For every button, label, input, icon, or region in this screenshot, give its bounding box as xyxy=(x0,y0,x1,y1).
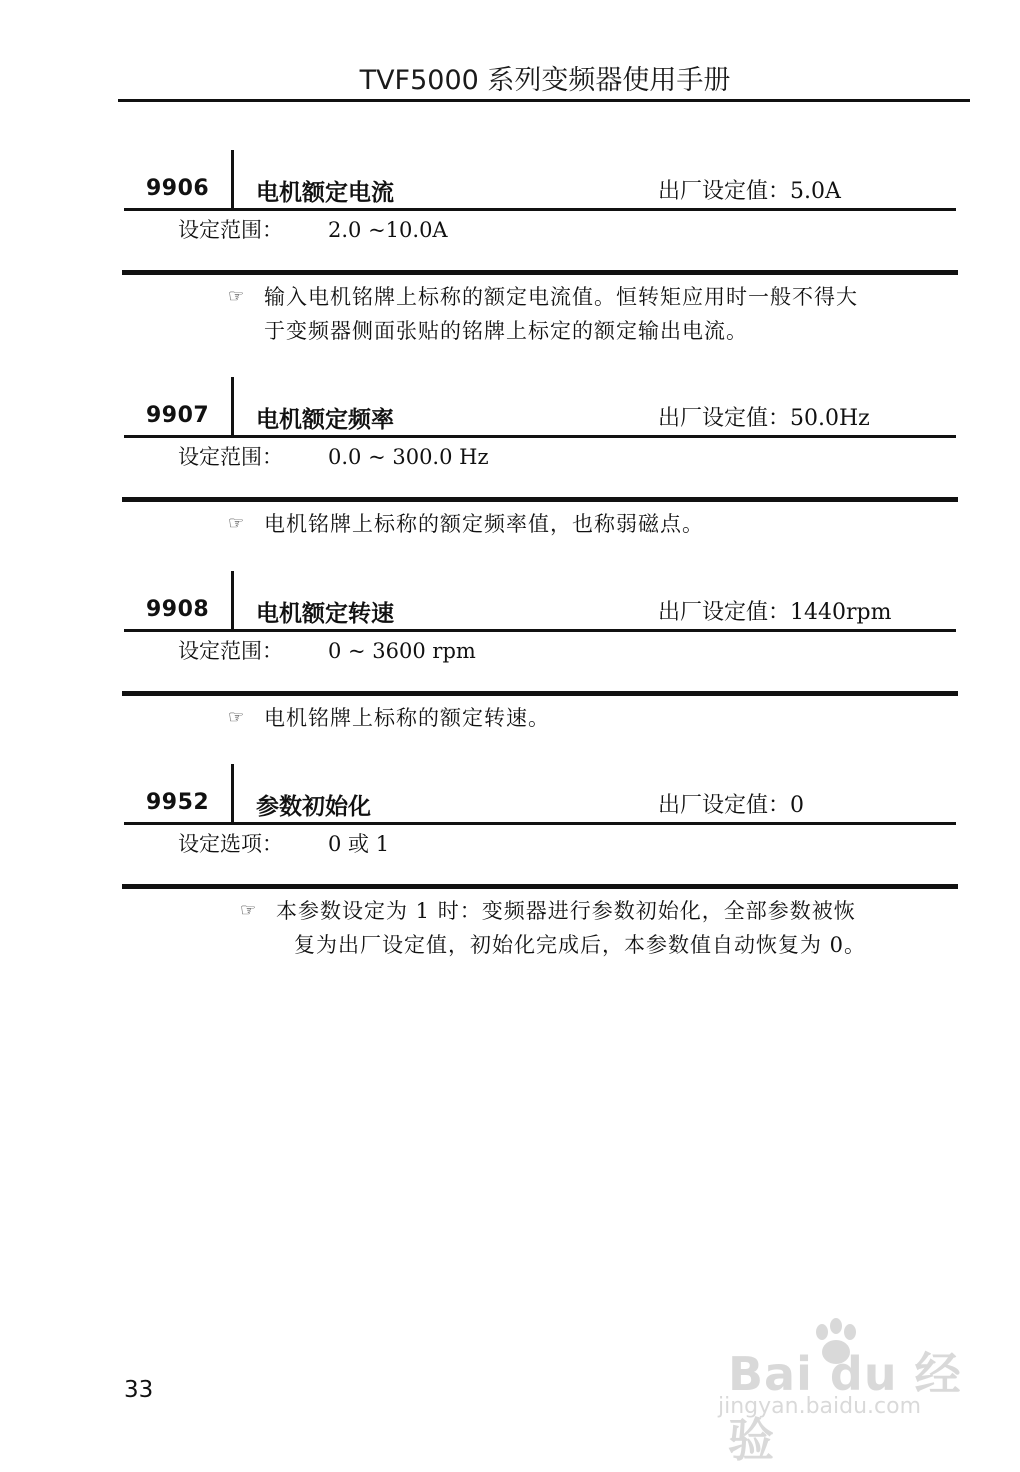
range-label: 设定范围： xyxy=(178,639,283,663)
note-line: 电机铭牌上标称的额定转速。 xyxy=(264,706,550,730)
param-note xyxy=(240,894,867,962)
param-note xyxy=(228,280,858,348)
param-note xyxy=(228,507,704,541)
range-value: 0.0 ~ 300.0 Hz xyxy=(328,445,489,469)
param-note xyxy=(228,701,550,735)
range-label: 设定选项： xyxy=(178,832,283,856)
code-separator xyxy=(231,571,234,631)
param-name: 电机额定频率 xyxy=(256,407,394,433)
range-value: 0 ~ 3600 rpm xyxy=(328,639,476,663)
code-separator xyxy=(231,377,234,437)
param-block-9907 xyxy=(0,377,1020,567)
range-value: 2.0 ~10.0A xyxy=(328,218,448,242)
hand-pointer-icon: ☞ xyxy=(228,513,246,534)
range-label: 设定范围： xyxy=(178,218,283,242)
param-code: 9952 xyxy=(146,790,210,815)
param-code: 9908 xyxy=(146,597,210,622)
range-label: 设定范围： xyxy=(178,445,283,469)
param-name: 电机额定电流 xyxy=(256,180,394,206)
hand-pointer-icon: ☞ xyxy=(228,707,246,728)
param-rule-thick xyxy=(122,691,958,696)
code-separator xyxy=(231,150,234,210)
page-title: TVF5000 系列变频器使用手册 xyxy=(359,65,731,96)
param-rule-thick xyxy=(122,884,958,889)
param-default: 出厂设定值：5.0A xyxy=(658,179,841,204)
param-range xyxy=(178,214,448,244)
param-range xyxy=(178,828,389,858)
param-default: 出厂设定值：1440rpm xyxy=(658,600,892,625)
header-rule xyxy=(118,99,970,102)
code-separator xyxy=(231,764,234,824)
param-code: 9906 xyxy=(146,176,210,201)
param-block-9908 xyxy=(0,571,1020,761)
note-line: 电机铭牌上标称的额定频率值，也称弱磁点。 xyxy=(264,512,704,536)
param-name: 参数初始化 xyxy=(256,794,371,820)
param-block-9952 xyxy=(0,764,1020,957)
baidu-jingyan-watermark xyxy=(712,1318,962,1467)
param-name: 电机额定转速 xyxy=(256,601,394,627)
param-code: 9907 xyxy=(146,403,210,428)
param-range xyxy=(178,441,489,471)
hand-pointer-icon: ☞ xyxy=(240,900,258,921)
note-line: 复为出厂设定值，初始化完成后，本参数值自动恢复为 0。 xyxy=(294,933,867,957)
param-rule xyxy=(124,208,956,211)
note-line: 本参数设定为 1 时：变频器进行参数初始化，全部参数被恢 xyxy=(276,899,856,923)
param-default: 出厂设定值：0 xyxy=(658,793,804,818)
page-number: 33 xyxy=(124,1377,154,1403)
param-default: 出厂设定值：50.0Hz xyxy=(658,406,870,431)
param-rule-thick xyxy=(122,497,958,502)
param-range xyxy=(178,635,476,665)
watermark-url: jingyan.baidu.com xyxy=(718,1394,922,1419)
param-rule xyxy=(124,822,956,825)
param-rule xyxy=(124,435,956,438)
hand-pointer-icon: ☞ xyxy=(228,286,246,307)
param-block-9906 xyxy=(0,150,1020,343)
watermark-brand: Bai du 经验 xyxy=(728,1347,962,1467)
param-rule xyxy=(124,629,956,632)
note-line: 于变频器侧面张贴的铭牌上标定的额定输出电流。 xyxy=(264,319,748,343)
param-rule-thick xyxy=(122,270,958,275)
note-line: 输入电机铭牌上标称的额定电流值。恒转矩应用时一般不得大 xyxy=(264,285,858,309)
range-value: 0 或 1 xyxy=(328,832,390,856)
